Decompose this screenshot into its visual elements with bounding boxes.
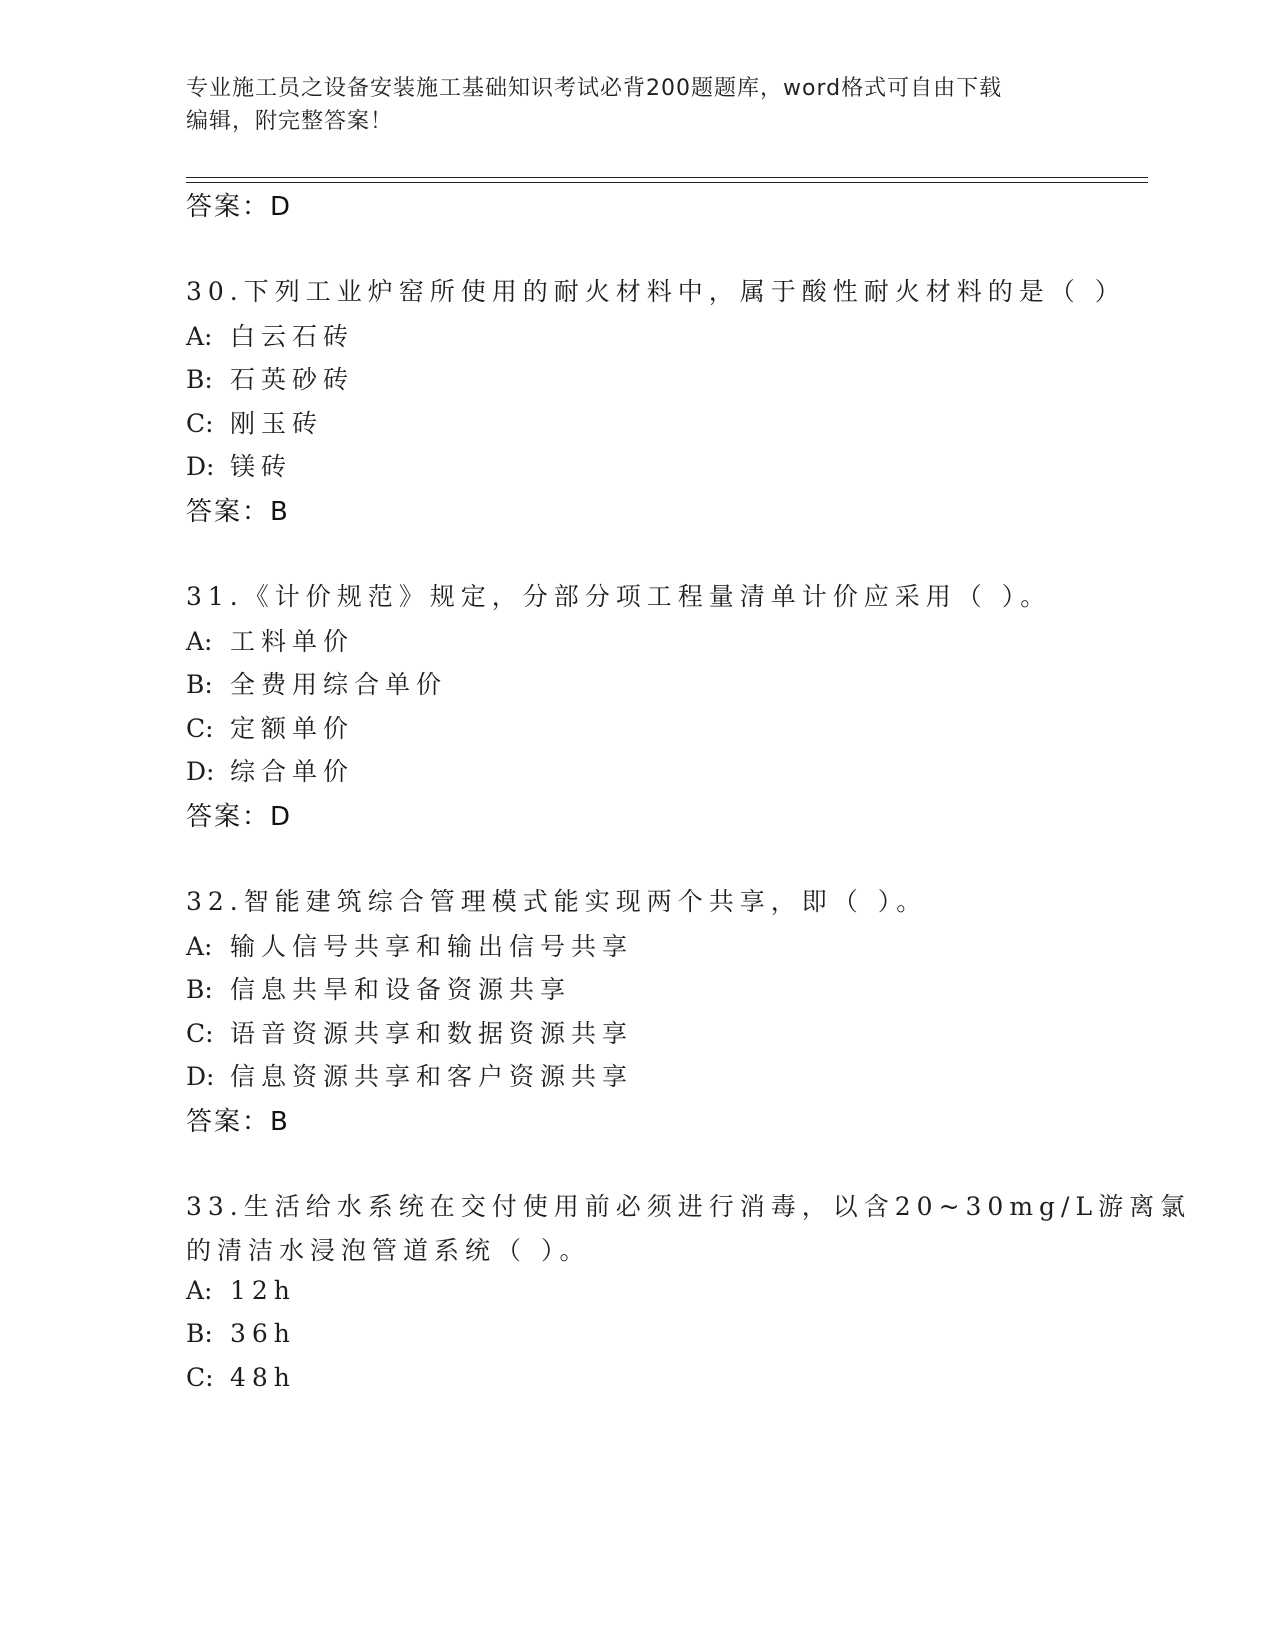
question-33-option-a: A: 12h bbox=[186, 1276, 296, 1305]
header-divider-top bbox=[186, 177, 1148, 178]
question-31-stem: 31.《计价规范》规定，分部分项工程量清单计价应采用（ ）。 bbox=[186, 582, 1052, 611]
question-30-answer: 答案：B bbox=[186, 497, 290, 527]
question-33-option-c: C: 48h bbox=[186, 1363, 296, 1392]
question-30-option-d: D: 镁砖 bbox=[186, 452, 293, 481]
header-divider-bottom bbox=[186, 182, 1148, 183]
question-30-stem: 30.下列工业炉窑所使用的耐火材料中，属于酸性耐火材料的是（ ） bbox=[186, 277, 1126, 306]
question-31-option-b: B: 全费用综合单价 bbox=[186, 670, 448, 699]
question-31-option-d: D: 综合单价 bbox=[186, 757, 355, 786]
previous-answer: 答案：D bbox=[186, 192, 293, 222]
question-33-option-b: B: 36h bbox=[186, 1319, 296, 1348]
question-30-option-a: A: 白云石砖 bbox=[186, 322, 355, 351]
question-32-stem: 32.智能建筑综合管理模式能实现两个共享，即（ ）。 bbox=[186, 887, 928, 916]
question-32-option-b: B: 信息共旱和设备资源共享 bbox=[186, 975, 572, 1004]
question-32-option-d: D: 信息资源共享和客户资源共享 bbox=[186, 1062, 634, 1091]
question-30-option-b: B: 石英砂砖 bbox=[186, 365, 355, 394]
question-33-stem-line-1: 33.生活给水系统在交付使用前必须进行消毒，以含20~30mg/L游离氯 bbox=[186, 1192, 1192, 1221]
question-32-option-c: C: 语音资源共享和数据资源共享 bbox=[186, 1019, 634, 1048]
header-title-line-2: 编辑，附完整答案！ bbox=[186, 109, 394, 134]
question-32-answer: 答案：B bbox=[186, 1107, 290, 1137]
question-31-option-a: A: 工料单价 bbox=[186, 627, 355, 656]
question-31-option-c: C: 定额单价 bbox=[186, 714, 355, 743]
header-title-line-1: 专业施工员之设备安装施工基础知识考试必背200题题库，word格式可自由下载 bbox=[186, 76, 1003, 101]
question-32-option-a: A: 输人信号共享和输出信号共享 bbox=[186, 932, 634, 961]
question-30-option-c: C: 刚玉砖 bbox=[186, 409, 324, 438]
question-31-answer: 答案：D bbox=[186, 802, 293, 832]
document-header bbox=[186, 72, 1086, 138]
question-33-stem-line-2: 的清洁水浸泡管道系统（ ）。 bbox=[186, 1236, 591, 1265]
